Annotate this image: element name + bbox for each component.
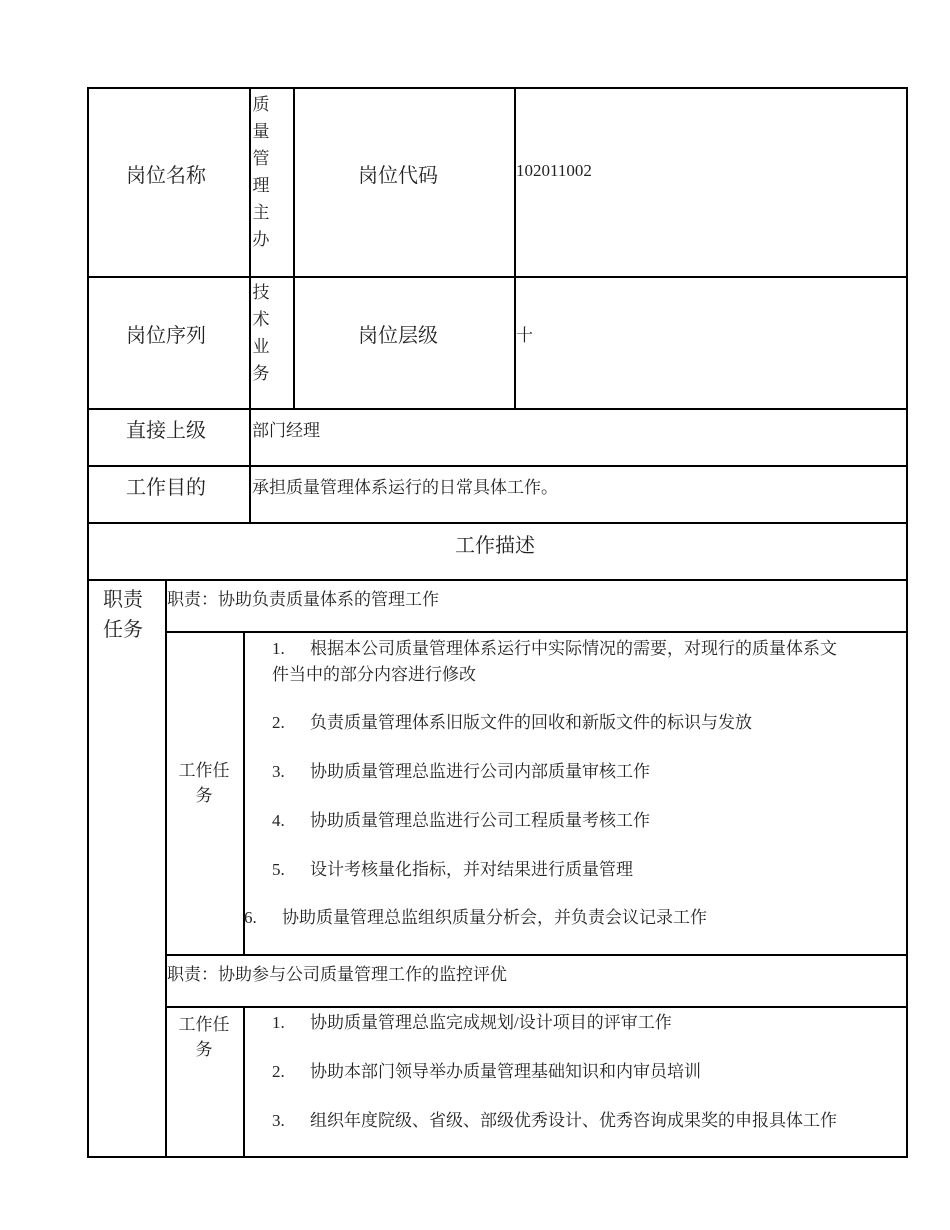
col-divider (243, 1006, 245, 1158)
task-item: 2. 负责质量管理体系旧版文件的回收和新版文件的标识与发放 (272, 713, 752, 732)
row-divider (87, 522, 908, 524)
task-item: 3. 协助质量管理总监进行公司内部质量审核工作 (272, 762, 650, 781)
row-divider (87, 465, 908, 467)
duty-section-label: 职责 任务 (103, 589, 143, 641)
row-divider (87, 276, 908, 278)
task-item: 6. 协助质量管理总监组织质量分析会，并负责会议记录工作 (244, 908, 707, 927)
task-item: 3. 组织年度院级、省级、部级优秀设计、优秀咨询成果奖的申报具体工作 (272, 1111, 837, 1130)
task-item: 4. 协助质量管理总监进行公司工程质量考核工作 (272, 811, 650, 830)
task-label: 工作任 务 (178, 761, 230, 805)
task-item: 1. 根据本公司质量管理体系运行中实际情况的需要，对现行的质量体系文 件当中的部分内容进行修改 (272, 639, 837, 684)
post-name-label: 岗位名称 (126, 165, 206, 187)
description-title: 工作描述 (455, 535, 535, 557)
superior-value: 部门经理 (252, 421, 320, 440)
col-divider (165, 579, 167, 1158)
post-level-value: 十 (516, 326, 533, 345)
post-code-value: 102011002 (516, 161, 592, 180)
post-sequence-label: 岗位序列 (126, 325, 206, 347)
row-divider (87, 579, 908, 581)
table-border-top (87, 87, 908, 89)
post-code-label: 岗位代码 (358, 165, 438, 187)
task-item: 2. 协助本部门领导举办质量管理基础知识和内审员培训 (272, 1062, 701, 1081)
post-sequence-value: 技 术 业 务 (252, 283, 270, 383)
post-level-label: 岗位层级 (358, 325, 438, 347)
purpose-label: 工作目的 (126, 477, 206, 499)
duty-title: 职责：协助参与公司质量管理工作的监控评优 (167, 965, 507, 984)
superior-label: 直接上级 (126, 420, 206, 442)
post-name-value: 质 量 管 理 主 办 (252, 95, 270, 249)
purpose-value: 承担质量管理体系运行的日常具体工作。 (252, 478, 558, 497)
col-divider (514, 87, 516, 410)
task-label: 工作任 务 (178, 1015, 230, 1059)
row-divider (165, 954, 908, 956)
duty-title: 职责：协助负责质量体系的管理工作 (167, 590, 439, 609)
task-item: 1. 协助质量管理总监完成规划/设计项目的评审工作 (272, 1013, 672, 1032)
row-divider (87, 408, 908, 410)
col-divider (293, 87, 295, 410)
table-border-left (87, 87, 89, 1158)
task-item: 5. 设计考核量化指标，并对结果进行质量管理 (272, 860, 633, 879)
row-divider (165, 1006, 908, 1008)
table-border-right (906, 87, 908, 1158)
row-divider (165, 631, 908, 633)
table-border-bottom (87, 1156, 908, 1158)
